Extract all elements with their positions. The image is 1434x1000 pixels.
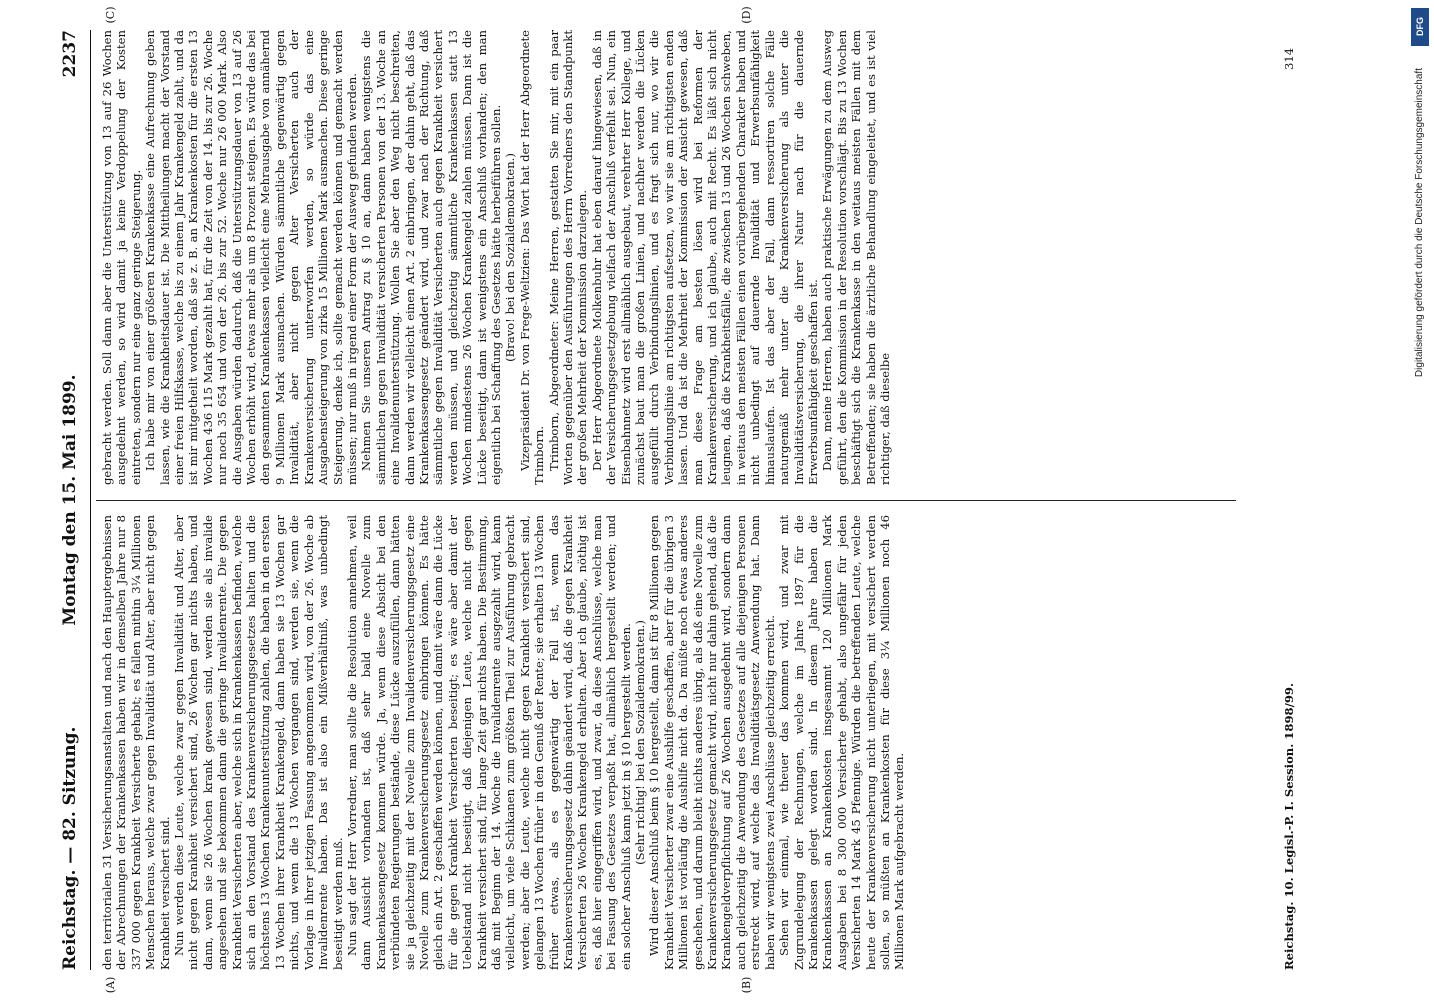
paragraph: Wird dieser Anschluß beim § 10 hergestellt, dann ist für 8 Millionen gegen Krankheit Versicherter zwar eine Aushilfe geschaffen, aber für die übrigen 3 Millionen ist vorläufig die Aushilfe nicht da. Da müßte noch etwas anderes geschehen, und darum bleibt nichts anderes übrig, als daß eine Novelle zum Krankenversicherungsgesetz gemacht wird, nicht nur dahin gehend, daß die Krankengeldverpflichtung auf 26 Wochen ausgedehnt wird, sondern dann auch gleichzeitig die Anwendung des Gesetzes auf alle diejenigen Personen erstreckt wird, auf welche das Invaliditätsgesetz Anwendung hat. Dann haben wir wenigstens zwei Anschlüsse gleichzeitig erreicht. bbox=[647, 515, 777, 970]
column-divider bbox=[96, 500, 1236, 501]
margin-mark-d: (D) bbox=[740, 6, 753, 24]
paragraph: Dann, meine Herren, haben auch praktische Erwägungen zu dem Ausweg geführt, den die Kommission in der Resolution vorschlägt. Bis zu 13 Wochen beschäftigt sich die Krankenkasse in den weitaus meisten Fällen mit dem Betreffenden; sie haben die ärztliche Behandlung eingeleitet, und es ist viel richtiger, daß dieselbe bbox=[820, 30, 892, 485]
header-left: Reichstag. — 82. Sitzung. bbox=[60, 726, 80, 970]
digitization-credit bbox=[1408, 8, 1432, 992]
page-number: 2237 bbox=[60, 30, 80, 78]
margin-mark-b: (B) bbox=[740, 976, 753, 994]
right-column bbox=[100, 30, 892, 485]
paragraph: Nehmen Sie unseren Antrag zu § 10 an, dann haben wenigstens die sämmtlichen gegen Invalidität versicherten Personen von der 13. Woche an eine Invalidenunterstützung. Wollen Sie aber den Weg nicht beschreiten, dann werden wir vielleicht einen Art. 2 einbringen, der dahin geht, daß das Krankenkassengesetz geändert wird, und zwar nach der Richtung, daß sämmtliche gegen Invalidität Versicherten auch gegen Krankheit versichert werden müssen, und gleichzeitig sämmtliche Krankenkassen statt 13 Wochen mindestens 26 Wochen Krankengeld zahlen müssen. Dann ist die Lücke beseitigt, dann ist wenigstens ein Anschluß vorhanden; den man eigentlich bei Schaffung des Gesetzes hätte herbeiführen sollen. bbox=[359, 30, 503, 485]
page-header bbox=[60, 30, 86, 970]
paragraph: gebracht werden. Soll dann aber die Unterstützung von 13 auf 26 Wochen ausgedehnt werden, so wird damit ja keine Verdoppelung der Kosten eintreten, sondern nur eine ganz geringe Steigerung. bbox=[100, 30, 143, 485]
paragraph: den territorialen 31 Versicherungsanstalten und nach den Hauptergebnissen der Abrechnungen der Krankenkassen haben wir in demselben Jahre nur 8 337 000 gegen Krankheit Versicherte gehabt; es fallen mithin 3¼ Millionen Menschen heraus, welche zwar gegen Invalidität und Alter, aber nicht gegen Krankheit versichert sind. bbox=[100, 515, 172, 970]
dfg-logo: DFG bbox=[1411, 8, 1429, 46]
paragraph: Ich habe mir von einer größeren Krankenkasse eine Aufrechnung geben lassen, wie die Krankheitsdauer ist. Die Mittheilungen macht der Vorstand einer freien Hilfskasse, welche bis zu einem Jahr Krankengeld zahlt, und da ist mir mitgetheilt worden, daß sie z. B. an Krankenkosten für die ersten 13 Wochen 436 115 Mark gezahlt hat, für die Zeit von der 14. bis zur 26. Woche nur noch 35 654 und von der 26. bis zur 52. Woche nur 26 000 Mark. Also die Ausgaben würden dadurch, daß die Unterstützungsdauer von 13 auf 26 Wochen erhöht wird, etwas mehr als um 8 Prozent steigen. Es würde das bei den gesammten Krankenkassen vielleicht eine Mehrausgabe von annähernd 9 Millionen Mark ausmachen. Würden sämmtliche gegenwärtig gegen Invalidität, aber nicht gegen Alter Versicherten auch der Krankenversicherung unterworfen werden, so würde das eine Ausgabensteigerung von zirka 15 Millionen Mark ausmachen. Diese geringe Steigerung, denke ich, sollte gemacht werden können und gemacht werden müssen; nur muß in irgend einer Form der Ausweg gefunden werden. bbox=[143, 30, 359, 485]
margin-mark-a: (A) bbox=[104, 976, 117, 994]
header-rule bbox=[90, 30, 91, 970]
interjection: (Bravo! bei den Sozialdemokraten.) bbox=[503, 153, 518, 362]
paragraph: Der Herr Abgeordnete Molkenbuhr hat eben darauf hingewiesen, daß in der Versicherungsgesetzgebung vielfach der Anschluß verfehlt sei. Nun, ein Eisenbahnnetz wird erst allmählich ausgebaut, verehrter Herr Kollege, und zunächst baut man die großen Linien, und nachher werden die Lücken ausgefüllt durch Verbindungslinien, und es fragt sich nur, wo wir die Verbindungslinie am richtigsten aufsetzen, wo wir sie am richtigsten enden lassen. Und da ist die Mehrheit der Kommission der Ansicht gewesen, daß man diese Frage am besten lösen wird bei Reformen der Krankenversicherung, und ich glaube, auch mit Recht. Es läßt sich nicht leugnen, daß die Krankheitsfälle, die zwischen 13 und 26 Wochen schweben, in weitaus den meisten Fällen einen vorübergehenden Charakter haben und nicht unbedingt auf dauernde Invalidität und Erwerbsunfähigkeit hinauslaufen. Ist das aber der Fall, dann ressortiren solche Fälle naturgemäß mehr unter die Krankenversicherung als unter die Invaliditätsversicherung, die ihrer Natur nach für die dauernde Erwerbsunfähigkeit geschaffen ist. bbox=[589, 30, 820, 485]
paragraph: Sehen wir einmal, wie theuer das kommen wird, und zwar mit Zugrundelegung der Rechnungen, welche im Jahre 1897 für die Krankenkassen gelegt worden sind. In diesem Jahre haben die Krankenkassen an Krankenkosten insgesammt 120 Millionen Mark Ausgaben bei 8 300 000 Versicherte gehabt, also ungefähr für jeden Versicherten 14 Mark 45 Pfennige. Würden die betreffenden Leute, welche heute der Krankenversicherung nicht unterliegen, mit versichert werden sollen, so müßten an Krankenkosten für diese 3¼ Millionen noch 46 Millionen Mark aufgebracht werden. bbox=[777, 515, 907, 970]
margin-mark-c: (C) bbox=[104, 6, 117, 24]
paragraph: Vizepräsident Dr. von Frege-Weltzien: Das Wort hat der Herr Abgeordnete Trimborn. bbox=[517, 30, 547, 485]
interjection: (Sehr richtig! bei den Sozialdemokraten.) bbox=[633, 620, 648, 865]
paragraph: Nun sagt der Herr Vorredner, man sollte die Resolution annehmen, weil dann Aussicht vorhanden ist, daß sehr bald eine Novelle zum Krankenkassengesetz kommen würde. Ja, wenn diese Absicht bei den verbündeten Regierungen bestände, diese Lücke auszufüllen, dann hätten sie ja gleichzeitig mit der Novelle zum Invalidenversicherungsgesetz eine Novelle zum Krankenversicherungsgesetz einbringen können. Es hätte gleich ein Art. 2 geschaffen werden können, und damit wäre dann die Lücke für die gegen Krankheit Versicherten beseitigt; es wäre aber damit der Uebelstand nicht beseitigt, daß diejenigen Leute, welche nicht gegen Krankheit versichert sind, für lange Zeit gar nichts haben. Die Bestimmung, daß mit Beginn der 14. Woche die Invalidenrente ausgezahlt wird, kann vielleicht, um viele Schikanen zum größten Theil zur Ausführung gebracht werden; aber die Leute, welche nicht gegen Krankheit versichert sind, gelangen 13 Wochen früher in den Genuß der Rente; sie erhalten 13 Wochen früher etwas, als es gegenwärtig der Fall ist, wenn das Krankenversicherungsgesetz dahin geändert wird, daß die gegen Krankheit Versicherten 26 Wochen Krankengeld erhalten. Aber ich glaube, nöthig ist es, daß hier eingegriffen wird, und zwar, da diese Anschlüsse, welche man bei Fassung des Gesetzes verpaßt hat, allmählich hergestellt werden; und ein solcher Anschluß kann jetzt in § 10 hergestellt werden. bbox=[344, 515, 633, 970]
footer-left: Reichstag. 10. Legisl.-P. I. Session. 1898/99. bbox=[1282, 683, 1296, 970]
paragraph: Nun werden diese Leute, welche zwar gegen Invalidität und Alter, aber nicht gegen Krankheit versichert sind, 26 Wochen gar nichts haben, und dann, wenn sie 26 Wochen krank gewesen sind, werden sie als invalide angesehen und sie bekommen dann die geringe Invalidenrente. Die gegen Krankheit Versicherten aber, welche sich in Krankenkassen befinden, welche sich an den Vorstand des Krankenversicherungsgesetzes halten und die höchstens 13 Wochen Krankenunterstützung zahlen, die haben in den ersten 13 Wochen ihrer Krankheit Krankengeld, dann haben sie 13 Wochen gar nichts, und wenn die 13 Wochen vergangen sind, werden sie, wenn die Vorlage in ihrer jetzigen Fassung angenommen wird, von der 26. Woche ab Invalidenrente haben. Das ist also ein Mißverhältniß, was unbedingt beseitigt werden muß. bbox=[172, 515, 345, 970]
signature-number: 314 bbox=[1282, 47, 1296, 70]
paragraph: Trimborn, Abgeordneter: Meine Herren, gestatten Sie mir, mit ein paar Worten gegenüber den Ausführungen des Herrn Vorredners den Standpunkt der großen Mehrheit der Kommission darzulegen. bbox=[546, 30, 590, 485]
left-column bbox=[100, 515, 907, 970]
header-center: Montag den 15. Mai 1899. bbox=[60, 374, 80, 626]
digitization-credit-text: Digitalisierung gefördert durch die Deutsche Forschungsgemeinschaft bbox=[1414, 68, 1425, 378]
